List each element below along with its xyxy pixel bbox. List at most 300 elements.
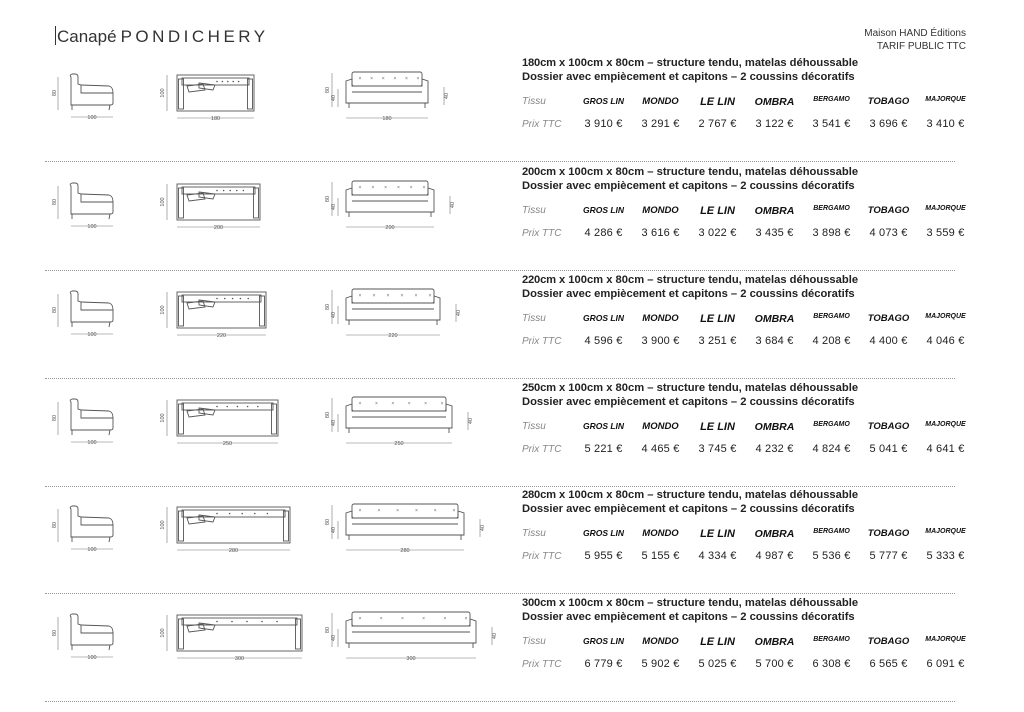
price-row (522, 224, 965, 247)
top-view-button (261, 621, 263, 623)
top-view-button (243, 190, 245, 192)
backrest-description: Dossier avec empiècement et capitons – 2 coussins décoratifs (522, 71, 855, 83)
row-divider (45, 161, 955, 162)
sofa-drawings (45, 491, 505, 581)
side-view-leg (109, 105, 110, 110)
side-view-body (70, 399, 113, 430)
fabric-name: TOBAGO (867, 528, 910, 539)
seat-height-dim-label: 40 (331, 94, 337, 102)
front-width-dim-label: 180 (382, 116, 392, 122)
price-value: 3 898 € (812, 227, 851, 239)
seat-height-dim-label: 40 (331, 203, 337, 211)
seat-height-dim-label: 40 (331, 526, 337, 534)
front-view-body (346, 511, 464, 535)
fabric-name: MAJORQUE (925, 313, 966, 320)
fabric-name: TOBAGO (867, 421, 910, 432)
width-dim-label: 250 (222, 441, 233, 447)
top-view-button (257, 406, 259, 408)
front-view-back (352, 612, 470, 626)
front-view-tuft: × (370, 76, 374, 82)
front-view-back (352, 72, 422, 86)
top-view-arm-left (179, 188, 184, 218)
fabric-name: MAJORQUE (925, 528, 966, 535)
top-view-button (222, 81, 224, 83)
top-view-button (240, 298, 242, 300)
top-view-button (232, 81, 234, 83)
side-view-leg (109, 645, 110, 650)
price-label: Prix TTC (522, 336, 562, 347)
fabric-label: Tissu (522, 421, 546, 432)
price-value: 5 025 € (698, 658, 737, 670)
side-dim-label: 40 (444, 92, 450, 100)
front-view-body (346, 404, 452, 428)
product-row (45, 272, 966, 379)
fabric-name: OMBRA (754, 205, 795, 217)
price-value: 4 046 € (926, 335, 965, 347)
price-row (522, 332, 965, 355)
fabric-name: LE LIN (700, 528, 735, 540)
product-info (522, 273, 966, 355)
top-view-button (236, 190, 238, 192)
front-view-tuft: × (422, 616, 426, 622)
top-view-button (229, 513, 231, 515)
front-view-tuft: × (416, 76, 420, 82)
front-width-dim-label: 200 (385, 225, 395, 231)
fabric-header-row (522, 417, 966, 440)
product-info (522, 596, 966, 678)
price-label: Prix TTC (522, 228, 562, 239)
side-view-seat (81, 194, 113, 202)
height-dim-label: 80 (52, 414, 58, 422)
title-bar (55, 26, 56, 45)
price-value: 5 041 € (869, 443, 908, 455)
structure-label: x 100cm x 80cm – structure tendu, matelas déhoussable (555, 597, 859, 609)
top-view-arm-left (179, 511, 184, 541)
top-view-arm-right (248, 79, 253, 109)
top-view-button (231, 621, 233, 623)
front-view-tuft: × (424, 401, 428, 407)
front-view-back (352, 181, 428, 195)
fabric-header-row (522, 92, 966, 115)
height-dim-label: 80 (52, 306, 58, 314)
top-view-button (216, 406, 218, 408)
price-value: 5 333 € (926, 550, 965, 562)
top-view-button (227, 81, 229, 83)
front-view-tuft: × (358, 508, 362, 514)
seat-height-dim-label: 40 (331, 311, 337, 319)
top-view-arm-left (179, 619, 184, 649)
backrest-description: Dossier avec empiècement et capitons – 2 coussins décoratifs (522, 503, 855, 515)
title-prefix: Canapé (57, 27, 117, 46)
backrest-description: Dossier avec empiècement et capitons – 2 coussins décoratifs (522, 180, 855, 192)
fabric-name: MONDO (642, 313, 679, 324)
front-view-body (346, 296, 440, 320)
front-view-tuft: × (428, 293, 432, 299)
depth-dim-label: 100 (87, 547, 97, 553)
price-value: 4 232 € (755, 443, 794, 455)
front-width-dim-label: 220 (388, 333, 398, 339)
top-view-button (247, 298, 249, 300)
width-dim-label: 180 (210, 116, 221, 122)
row-divider (45, 701, 955, 702)
top-view-backrest (182, 510, 285, 517)
front-height-dim-label: 80 (325, 86, 331, 94)
fabric-name: OMBRA (754, 421, 795, 433)
price-row (522, 440, 965, 463)
height-dim-label: 80 (52, 198, 58, 206)
price-value: 3 910 € (584, 118, 623, 130)
side-view-seat (81, 85, 113, 93)
side-view-body (70, 614, 113, 645)
fabric-header-row (522, 632, 966, 655)
price-value: 5 700 € (755, 658, 794, 670)
price-value: 5 221 € (584, 443, 623, 455)
sofa-drawings (45, 168, 505, 258)
side-view-leg (109, 537, 110, 542)
front-view-body (346, 619, 476, 643)
top-view-button (216, 81, 218, 83)
price-value: 3 559 € (926, 227, 965, 239)
price-value: 5 902 € (641, 658, 680, 670)
fabric-label: Tissu (522, 636, 546, 647)
front-view-tuft: × (414, 293, 418, 299)
fabric-name: TOBAGO (867, 636, 910, 647)
fabric-name: LE LIN (700, 96, 735, 108)
fabric-name: GROS LIN (582, 636, 625, 646)
brand-name: Maison HAND Éditions (864, 28, 966, 39)
top-view-outline (177, 184, 260, 220)
fabric-name: BERGAMO (813, 528, 850, 535)
top-view-button (216, 621, 218, 623)
top-view-button (238, 81, 240, 83)
price-value: 4 596 € (584, 335, 623, 347)
fabric-name: BERGAMO (813, 96, 850, 103)
structure-label: x 100cm x 80cm – structure tendu, matelas déhoussable (555, 57, 859, 69)
top-view-button (246, 621, 248, 623)
front-view-tuft: × (391, 401, 395, 407)
row-divider (45, 270, 955, 271)
front-view-back (352, 397, 446, 411)
top-view-arm-right (296, 619, 301, 649)
size-label: 280cm (522, 489, 556, 501)
seat-height-dim-label: 40 (331, 419, 337, 427)
price-value: 3 616 € (641, 227, 680, 239)
product-row (45, 164, 966, 271)
size-label: 250cm (522, 382, 556, 394)
top-view-arm-left (179, 79, 184, 109)
structure-label: x 100cm x 80cm – structure tendu, matelas déhoussable (555, 382, 859, 394)
backrest-description: Dossier avec empiècement et capitons – 2 coussins décoratifs (522, 396, 855, 408)
fabric-name: MAJORQUE (925, 96, 966, 103)
plan-depth-dim-label: 100 (160, 305, 166, 315)
top-view-outline (177, 615, 302, 651)
brand-block (864, 27, 966, 53)
front-view-tuft: × (358, 293, 362, 299)
price-value: 6 308 € (812, 658, 851, 670)
price-row (522, 547, 965, 570)
depth-dim-label: 100 (87, 440, 97, 446)
sofa-drawings (45, 59, 505, 149)
backrest-description: Dossier avec empiècement et capitons – 2 coussins décoratifs (522, 611, 855, 623)
front-view-tuft: × (393, 76, 397, 82)
fabric-name: MONDO (642, 96, 679, 107)
depth-dim-label: 100 (87, 655, 97, 661)
fabric-name: MAJORQUE (925, 421, 966, 428)
front-view-back (352, 504, 458, 518)
top-view-button (216, 190, 218, 192)
fabric-name: GROS LIN (582, 313, 625, 323)
front-view-tuft: × (440, 401, 444, 407)
side-view-seat (81, 517, 113, 525)
fabric-name: MAJORQUE (925, 636, 966, 643)
depth-dim-label: 100 (87, 224, 97, 230)
structure-label: x 100cm x 80cm – structure tendu, matelas déhoussable (555, 489, 859, 501)
price-value: 4 824 € (812, 443, 851, 455)
front-view-body (346, 188, 434, 212)
side-view-body (70, 291, 113, 322)
fabric-name: LE LIN (700, 205, 735, 217)
top-view-arm-right (272, 404, 277, 434)
top-view-backrest (182, 295, 261, 302)
price-value: 3 022 € (698, 227, 737, 239)
product-row (45, 380, 966, 487)
price-value: 2 767 € (698, 118, 737, 130)
side-view-body (70, 183, 113, 214)
size-label: 220cm (522, 274, 556, 286)
top-view-arm-right (260, 296, 265, 326)
sofa-drawings (45, 276, 505, 366)
front-view-tuft: × (404, 76, 408, 82)
top-view-arm-left (179, 404, 184, 434)
fabric-name: OMBRA (754, 96, 795, 108)
top-view-button (229, 190, 231, 192)
front-view-tuft: × (379, 616, 383, 622)
plan-depth-dim-label: 100 (160, 413, 166, 423)
price-value: 3 684 € (755, 335, 794, 347)
front-view-back (352, 289, 434, 303)
fabric-name: BERGAMO (813, 313, 850, 320)
width-dim-label: 220 (216, 333, 227, 339)
width-dim-label: 280 (228, 548, 239, 554)
side-dim-label: 40 (450, 201, 456, 209)
product-info (522, 488, 966, 570)
fabric-header-row (522, 524, 966, 547)
front-view-tuft: × (381, 76, 385, 82)
fabric-name: TOBAGO (867, 313, 910, 324)
front-view-tuft: × (396, 185, 400, 191)
top-view-button (216, 298, 218, 300)
fabric-name: TOBAGO (867, 96, 910, 107)
price-value: 5 955 € (584, 550, 623, 562)
row-divider (45, 378, 955, 379)
front-view-tuft: × (358, 616, 362, 622)
price-list-type: TARIF PUBLIC TTC (876, 41, 966, 52)
side-view-leg (109, 430, 110, 435)
price-value: 4 465 € (641, 443, 680, 455)
side-dim-label: 40 (456, 309, 462, 317)
height-dim-label: 80 (52, 521, 58, 529)
front-view-tuft: × (443, 616, 447, 622)
width-dim-label: 200 (213, 225, 224, 231)
front-view-tuft: × (384, 185, 388, 191)
top-view-button (267, 513, 269, 515)
fabric-name: OMBRA (754, 528, 795, 540)
price-value: 5 536 € (812, 550, 851, 562)
product-row (45, 595, 966, 702)
fabric-name: MONDO (642, 528, 679, 539)
fabric-label: Tissu (522, 205, 546, 216)
price-value: 4 073 € (869, 227, 908, 239)
price-row (522, 655, 965, 678)
front-height-dim-label: 80 (325, 626, 331, 634)
front-view-body (346, 79, 428, 103)
product-description (522, 381, 962, 395)
front-view-tuft: × (464, 616, 468, 622)
price-value: 4 987 € (755, 550, 794, 562)
price-value: 3 291 € (641, 118, 680, 130)
product-description (522, 56, 962, 70)
top-view-arm-right (284, 511, 289, 541)
price-label: Prix TTC (522, 659, 562, 670)
front-height-dim-label: 80 (325, 411, 331, 419)
side-dim-label: 40 (492, 632, 498, 640)
structure-label: x 100cm x 80cm – structure tendu, matelas déhoussable (555, 166, 859, 178)
sofa-drawings (45, 599, 505, 689)
price-value: 3 745 € (698, 443, 737, 455)
price-value: 5 155 € (641, 550, 680, 562)
fabric-name: LE LIN (700, 636, 735, 648)
fabric-name: MONDO (642, 636, 679, 647)
front-view-tuft: × (400, 616, 404, 622)
front-view-tuft: × (433, 508, 437, 514)
price-label: Prix TTC (522, 119, 562, 130)
front-view-tuft: × (409, 185, 413, 191)
fabric-name: LE LIN (700, 313, 735, 325)
top-view-button (276, 621, 278, 623)
depth-dim-label: 100 (87, 115, 97, 121)
price-value: 5 777 € (869, 550, 908, 562)
product-description (522, 165, 962, 179)
fabric-name: GROS LIN (582, 205, 625, 215)
fabric-name: BERGAMO (813, 205, 850, 212)
side-view-leg (109, 322, 110, 327)
front-view-tuft: × (386, 293, 390, 299)
price-value: 3 541 € (812, 118, 851, 130)
product-description (522, 596, 962, 610)
price-value: 4 334 € (698, 550, 737, 562)
front-view-tuft: × (358, 76, 362, 82)
plan-depth-dim-label: 100 (160, 520, 166, 530)
structure-label: x 100cm x 80cm – structure tendu, matelas déhoussable (555, 274, 859, 286)
fabric-header-row (522, 309, 966, 332)
sofa-drawings (45, 384, 505, 474)
top-view-outline (177, 75, 254, 111)
front-height-dim-label: 80 (325, 303, 331, 311)
front-view-tuft: × (358, 185, 362, 191)
row-divider (45, 593, 955, 594)
title-name: PONDICHERY (120, 27, 269, 46)
top-view-outline (177, 400, 278, 436)
top-view-button (254, 513, 256, 515)
fabric-name: GROS LIN (582, 528, 625, 538)
price-value: 4 208 € (812, 335, 851, 347)
seat-height-dim-label: 40 (331, 634, 337, 642)
backrest-description: Dossier avec empiècement et capitons – 2 coussins décoratifs (522, 288, 855, 300)
fabric-name: OMBRA (754, 313, 795, 325)
front-height-dim-label: 80 (325, 518, 331, 526)
front-view-tuft: × (358, 401, 362, 407)
fabric-label: Tissu (522, 528, 546, 539)
size-label: 180cm (522, 57, 556, 69)
price-value: 6 091 € (926, 658, 965, 670)
product-description (522, 488, 962, 502)
price-value: 3 410 € (926, 118, 965, 130)
plan-depth-dim-label: 100 (160, 88, 166, 98)
size-label: 300cm (522, 597, 556, 609)
height-dim-label: 80 (52, 89, 58, 97)
top-view-arm-left (179, 296, 184, 326)
front-view-tuft: × (400, 293, 404, 299)
front-width-dim-label: 250 (394, 441, 404, 447)
top-view-outline (177, 507, 290, 543)
front-view-tuft: × (372, 293, 376, 299)
top-view-button (247, 406, 249, 408)
front-view-tuft: × (407, 401, 411, 407)
price-value: 4 400 € (869, 335, 908, 347)
fabric-name: BERGAMO (813, 421, 850, 428)
fabric-name: OMBRA (754, 636, 795, 648)
fabric-label: Tissu (522, 313, 546, 324)
price-label: Prix TTC (522, 444, 562, 455)
side-dim-label: 40 (468, 417, 474, 425)
product-info (522, 381, 966, 463)
front-view-tuft: × (371, 185, 375, 191)
front-view-tuft: × (422, 185, 426, 191)
price-value: 4 641 € (926, 443, 965, 455)
front-view-tuft: × (396, 508, 400, 514)
top-view-button (226, 406, 228, 408)
page-title (55, 26, 269, 47)
top-view-button (241, 513, 243, 515)
product-row (45, 55, 966, 162)
top-view-arm-right (254, 188, 259, 218)
front-width-dim-label: 280 (400, 548, 410, 554)
top-view-button (216, 513, 218, 515)
product-description (522, 273, 962, 287)
side-view-seat (81, 302, 113, 310)
front-height-dim-label: 80 (325, 195, 331, 203)
side-view-body (70, 74, 113, 105)
plan-depth-dim-label: 100 (160, 197, 166, 207)
fabric-name: TOBAGO (867, 205, 910, 216)
front-view-tuft: × (414, 508, 418, 514)
height-dim-label: 80 (52, 629, 58, 637)
price-value: 3 900 € (641, 335, 680, 347)
side-view-seat (81, 625, 113, 633)
price-value: 3 696 € (869, 118, 908, 130)
price-label: Prix TTC (522, 551, 562, 562)
price-value: 3 122 € (755, 118, 794, 130)
side-view-seat (81, 410, 113, 418)
fabric-name: MAJORQUE (925, 205, 966, 212)
top-view-button (232, 298, 234, 300)
fabric-name: LE LIN (700, 421, 735, 433)
price-value: 3 251 € (698, 335, 737, 347)
front-view-tuft: × (377, 508, 381, 514)
fabric-name: MONDO (642, 421, 679, 432)
depth-dim-label: 100 (87, 332, 97, 338)
fabric-name: GROS LIN (582, 96, 625, 106)
